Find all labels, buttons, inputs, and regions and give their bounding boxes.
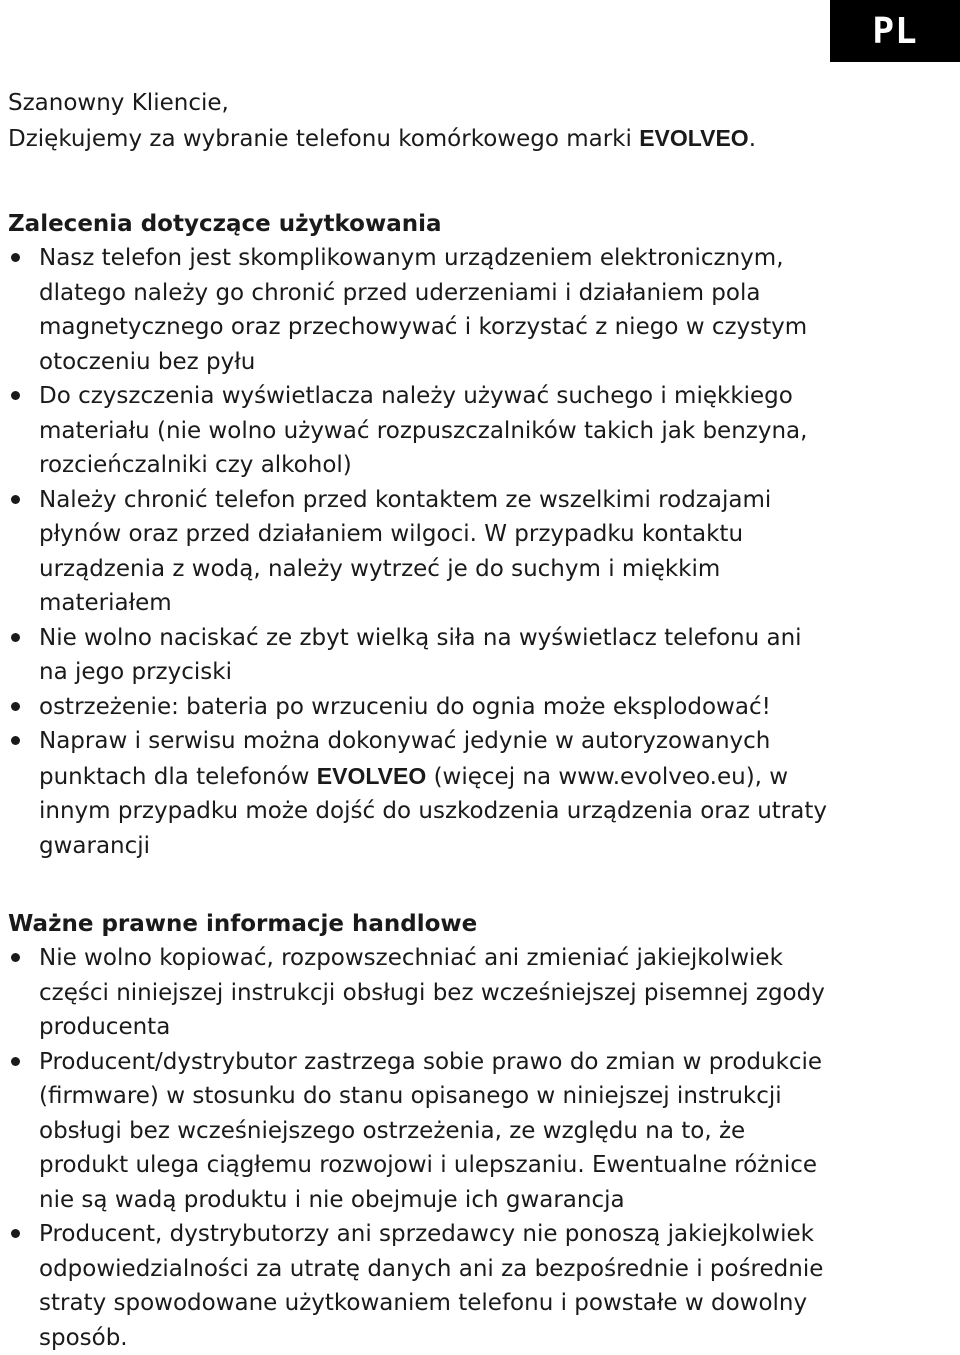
- item-line: magnetycznego oraz przechowywać i korzystać z niego w czystym: [39, 310, 952, 345]
- item-line: (firmware) w stosunku do stanu opisanego w niniejszej instrukcji: [39, 1079, 952, 1114]
- thanks-end: .: [749, 126, 756, 152]
- item-line: płynów oraz przed działaniem wilgoci. W przypadku kontaktu: [39, 517, 952, 552]
- thanks-line: [8, 121, 952, 157]
- item-line-text: punktach dla telefonów: [39, 764, 317, 790]
- bullet-icon: [11, 953, 20, 962]
- item-line: obsługi bez wcześniejszego ostrzeżenia, ze względu na to, że: [39, 1114, 952, 1149]
- item-line: urządzenia z wodą, należy wytrzeć je do suchym i miękkim: [39, 552, 952, 587]
- language-badge: PL: [830, 0, 960, 62]
- brand-name: EVOLVEO: [317, 763, 427, 789]
- item-line: Napraw i serwisu można dokonywać jedynie w autoryzowanych: [39, 724, 952, 759]
- item-line: części niniejszej instrukcji obsługi bez wcześniejszej pisemnej zgody: [39, 976, 952, 1011]
- item-line: innym przypadku może dojść do uszkodzenia urządzenia oraz utraty: [39, 794, 952, 829]
- item-line: Należy chronić telefon przed kontaktem ze wszelkimi rodzajami: [39, 483, 952, 518]
- item-line: materiału (nie wolno używać rozpuszczalników takich jak benzyna,: [39, 414, 952, 449]
- list-item: [8, 1217, 952, 1355]
- document-page: [8, 86, 952, 1355]
- item-line: Do czyszczenia wyświetlacza należy używać suchego i miękkiego: [39, 379, 952, 414]
- item-line: rozcieńczalniki czy alkohol): [39, 448, 952, 483]
- item-line: dlatego należy go chronić przed uderzeniami i działaniem pola: [39, 276, 952, 311]
- bullet-icon: [11, 736, 20, 745]
- bullet-icon: [11, 1229, 20, 1238]
- item-line: na jego przyciski: [39, 655, 952, 690]
- intro: [8, 86, 952, 157]
- bullet-icon: [11, 702, 20, 711]
- item-line: straty spowodowane użytkowaniem telefonu i powstałe w dowolny: [39, 1286, 952, 1321]
- item-line-text: (więcej na www.evolveo.eu), w: [426, 764, 788, 790]
- item-line: ostrzeżenie: bateria po wrzuceniu do ognia może eksplodować!: [39, 690, 952, 725]
- item-line: odpowiedzialności za utratę danych ani za bezpośrednie i pośrednie: [39, 1252, 952, 1287]
- list-item: [8, 621, 952, 690]
- item-line: Nasz telefon jest skomplikowanym urządzeniem elektronicznym,: [39, 241, 952, 276]
- list-item: [8, 483, 952, 621]
- item-line: Producent, dystrybutorzy ani sprzedawcy nie ponoszą jakiejkolwiek: [39, 1217, 952, 1252]
- item-line: Producent/dystrybutor zastrzega sobie prawo do zmian w produkcie: [39, 1045, 952, 1080]
- brand-name: EVOLVEO: [639, 125, 749, 151]
- section-title-usage: Zalecenia dotyczące użytkowania: [8, 207, 952, 241]
- item-line: [39, 759, 952, 795]
- item-line: gwarancji: [39, 829, 952, 864]
- bullet-icon: [11, 1057, 20, 1066]
- item-line: produkt ulega ciągłemu rozwojowi i ulepszaniu. Ewentualne różnice: [39, 1148, 952, 1183]
- list-item: [8, 724, 952, 863]
- greeting: Szanowny Kliencie,: [8, 86, 952, 121]
- item-line: materiałem: [39, 586, 952, 621]
- bullet-icon: [11, 495, 20, 504]
- bullet-icon: [11, 253, 20, 262]
- list-item: [8, 1045, 952, 1218]
- legal-list: [8, 941, 952, 1355]
- bullet-icon: [11, 633, 20, 642]
- item-line: producenta: [39, 1010, 952, 1045]
- item-line: Nie wolno naciskać ze zbyt wielką siła na wyświetlacz telefonu ani: [39, 621, 952, 656]
- item-line: otoczeniu bez pyłu: [39, 345, 952, 380]
- item-line: Nie wolno kopiować, rozpowszechniać ani zmieniać jakiejkolwiek: [39, 941, 952, 976]
- list-item: [8, 241, 952, 379]
- usage-list: [8, 241, 952, 863]
- list-item: [8, 379, 952, 483]
- item-line: nie są wadą produktu i nie obejmuje ich gwarancja: [39, 1183, 952, 1218]
- item-line: sposób.: [39, 1321, 952, 1355]
- bullet-icon: [11, 391, 20, 400]
- thanks-text: Dziękujemy za wybranie telefonu komórkowego marki: [8, 126, 639, 152]
- section-title-legal: Ważne prawne informacje handlowe: [8, 907, 952, 941]
- list-item: [8, 690, 952, 725]
- list-item: [8, 941, 952, 1045]
